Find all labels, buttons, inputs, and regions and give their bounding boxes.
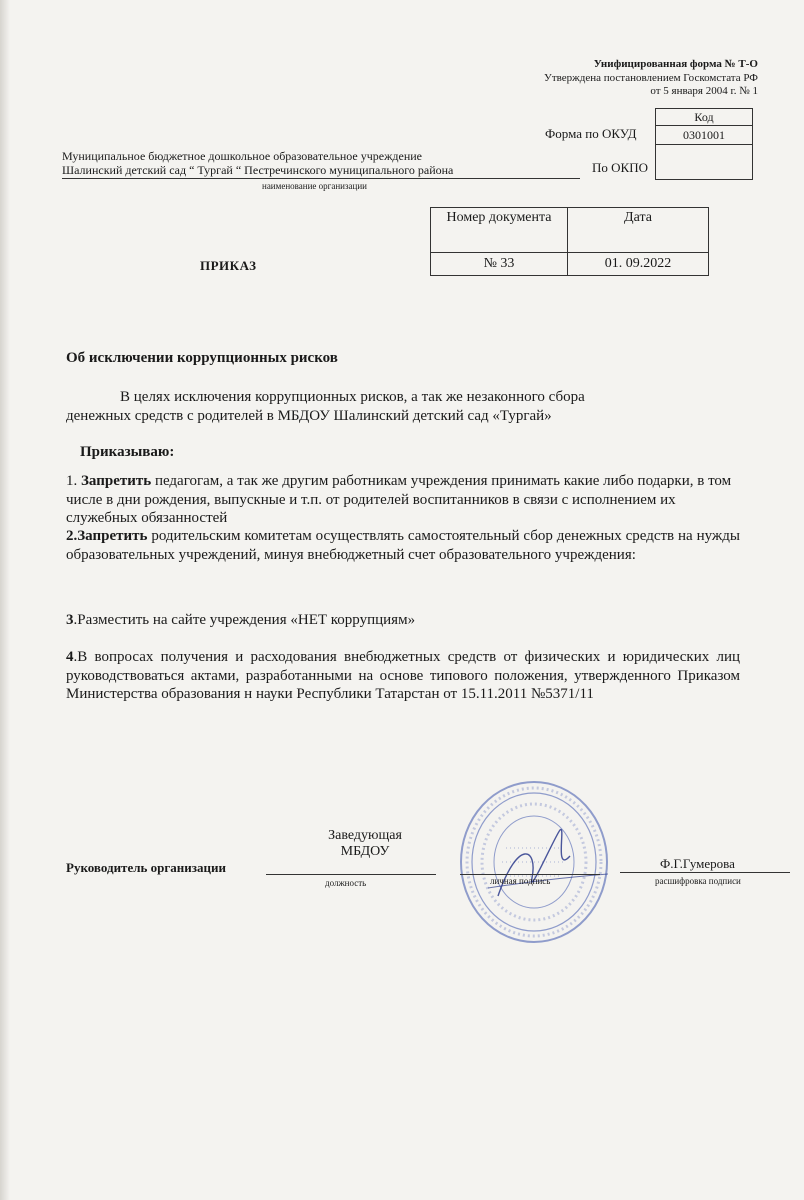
name-caption: расшифровка подписи [655,876,741,886]
number-header: Номер документа [431,208,568,253]
signature-caption: личная подпись [490,876,551,886]
document-type: ПРИКАЗ [200,258,257,273]
organization-seal [458,778,610,946]
signature-line [460,874,600,875]
signature-head-label: Руководитель организации [66,860,226,875]
order-intro [66,388,726,426]
item-number: 2. [66,528,78,544]
organization-line-2: Шалинский детский сад “ Тургай “ Пестречинского муниципального района [62,163,454,177]
position-caption: должность [325,878,367,888]
organization-underline [62,178,580,179]
okpo-label: По ОКПО [592,160,648,175]
intro-line-1: В целях исключения коррупционных рисков, а так же незаконного сбора [120,389,585,405]
okud-label: Форма по ОКУД [545,126,637,141]
page-edge-shadow [0,0,10,1200]
document-date: 01. 09.2022 [568,253,709,276]
order-heading: Приказываю: [80,444,175,460]
form-approved-line: Утверждена постановлением Госкомстата РФ [544,72,758,84]
position-line [266,874,436,875]
position-line-2: МБДОУ [340,844,390,859]
order-item-1 [66,472,740,528]
code-table [655,108,753,180]
intro-line-2: денежных средств с родителей в МБДОУ Шалинский детский сад «Тургай» [66,408,552,424]
organization-line-1: Муниципальное бюджетное дошкольное образовательное учреждение [62,149,422,163]
form-title: Унифицированная форма № Т-О [593,58,758,70]
item-verb: Запретить [77,528,148,544]
document-number-table [430,207,709,276]
signer-name: Ф.Г.Гумерова [660,856,735,871]
item-text: родительским комитетам осуществлять самостоятельный сбор денежных средств на нужды образовательных учреждений, минуя внебюджетный счет образовательного учреждения: [66,528,740,563]
item-text: .В вопросах получения и расходования внебюджетных средств от физических и юридических лиц руководствоваться актами, разработанными на основе типового положения, утвержденного Приказом Министерства образования н науки Республики Татарстан от 15.11.2011 №5371/11 [66,649,740,702]
order-item-2 [66,527,740,564]
form-approved-date: от 5 января 2004 г. № 1 [650,85,758,97]
code-header-cell: Код [656,109,753,126]
order-item-3 [66,611,740,630]
organization-caption: наименование организации [262,181,367,191]
order-item-4 [66,648,740,704]
document-number: № 33 [431,253,568,276]
okud-value-cell: 0301001 [656,126,753,145]
item-number: 1. [66,473,78,489]
item-verb: Запретить [81,473,152,489]
position-line-1: Заведующая [328,828,402,843]
item-number: 3 [66,612,74,628]
order-subject: Об исключении коррупционных рисков [66,350,338,366]
item-text: педагогам, а так же другим работникам учреждения принимать какие либо подарки, в том числе в дни рождения, выпускные и т.п. от родителей воспитанников в связи с исполнением их служебных обязанностей [66,473,732,526]
okpo-value-cell [656,145,753,180]
item-text: .Разместить на сайте учреждения «НЕТ коррупциям» [73,612,416,628]
date-header: Дата [568,208,709,253]
item-number: 4 [66,649,74,665]
name-line [620,872,790,873]
